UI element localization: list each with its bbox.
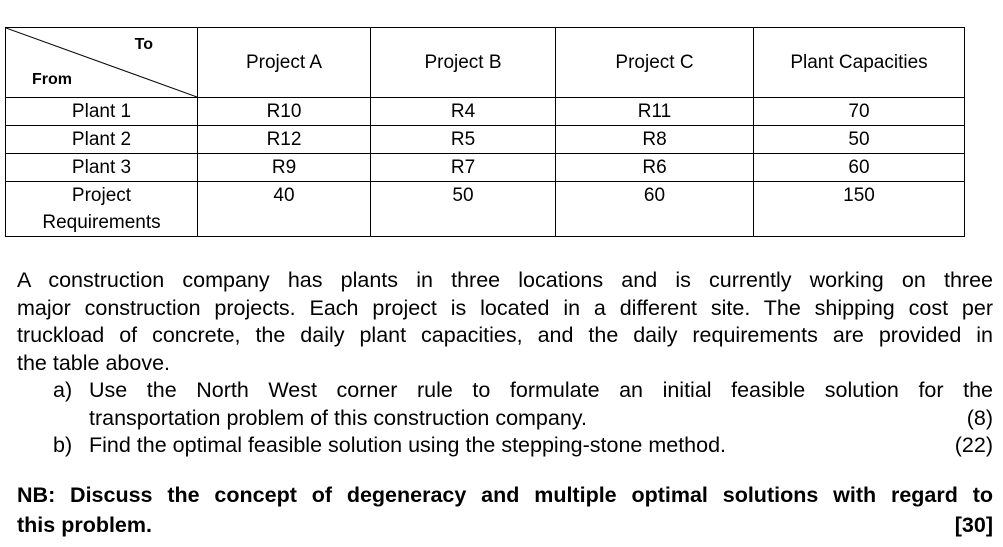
cost-cell: R11 <box>556 98 754 126</box>
requirements-label-line1: Project <box>71 185 132 206</box>
problem-paragraph <box>17 267 993 377</box>
corner-to-label: To <box>134 36 153 53</box>
corner-from-label: From <box>32 71 72 88</box>
question-b-label: b) <box>53 433 73 457</box>
transportation-cost-table <box>5 27 965 237</box>
cost-cell: R10 <box>198 98 371 126</box>
cost-cell: R6 <box>556 154 754 182</box>
note-total-marks: [30] <box>954 513 993 537</box>
requirement-cell: 40 <box>198 182 371 237</box>
cost-cell: R4 <box>371 98 556 126</box>
note-prefix: NB <box>17 483 49 507</box>
question-b <box>17 432 993 460</box>
capacity-cell: 60 <box>754 154 965 182</box>
header-project-a: Project A <box>198 28 371 98</box>
capacity-cell: 70 <box>754 98 965 126</box>
table-header-row <box>6 28 965 98</box>
note-line2: this problem. <box>17 513 152 537</box>
row-label: Plant 3 <box>6 154 198 182</box>
cost-cell: R9 <box>198 154 371 182</box>
question-a-label: a) <box>53 378 73 402</box>
note-block <box>17 480 993 540</box>
paragraph-line: major construction projects. Each project is located in a different site. The shipping cost per <box>17 295 993 320</box>
cost-cell: R7 <box>371 154 556 182</box>
question-a <box>17 377 993 432</box>
note-line2-wrap <box>17 510 993 540</box>
requirements-label <box>6 182 198 237</box>
table-row <box>6 154 965 182</box>
header-project-b: Project B <box>371 28 556 98</box>
cost-cell: R8 <box>556 126 754 154</box>
row-label: Plant 2 <box>6 126 198 154</box>
cost-cell: R12 <box>198 126 371 154</box>
paragraph-line: A construction company has plants in three locations and is currently working on three <box>17 268 993 292</box>
requirements-row <box>6 182 965 237</box>
paragraph-line: truckload of concrete, the daily plant capacities, and the daily requirements are provided in <box>17 323 993 347</box>
requirement-total-cell: 150 <box>754 182 965 237</box>
question-b-line1: Find the optimal feasible solution using the stepping-stone method. <box>89 433 727 457</box>
header-project-c: Project C <box>556 28 754 98</box>
question-b-line-wrap <box>89 432 993 460</box>
question-a-line2: transportation problem of this construction company. <box>89 405 587 430</box>
table-row <box>6 126 965 154</box>
header-plant-capacities: Plant Capacities <box>754 28 965 98</box>
capacity-cell: 50 <box>754 126 965 154</box>
requirement-cell: 60 <box>556 182 754 237</box>
row-label: Plant 1 <box>6 98 198 126</box>
cost-cell: R5 <box>371 126 556 154</box>
question-b-marks: (22) <box>954 433 993 457</box>
paragraph-line: the table above. <box>17 350 171 375</box>
question-a-line2-wrap <box>89 405 993 433</box>
requirement-cell: 50 <box>371 182 556 237</box>
question-a-line1: Use the North West corner rule to formulate an initial feasible solution for the <box>89 378 993 402</box>
note-line1: : Discuss the concept of degeneracy and multiple optimal solutions with regard to <box>48 483 993 507</box>
note-line1-wrap <box>17 480 993 510</box>
corner-cell <box>6 28 198 98</box>
requirements-label-line2: Requirements <box>42 212 161 233</box>
question-a-marks: (8) <box>966 405 993 430</box>
table-row <box>6 98 965 126</box>
